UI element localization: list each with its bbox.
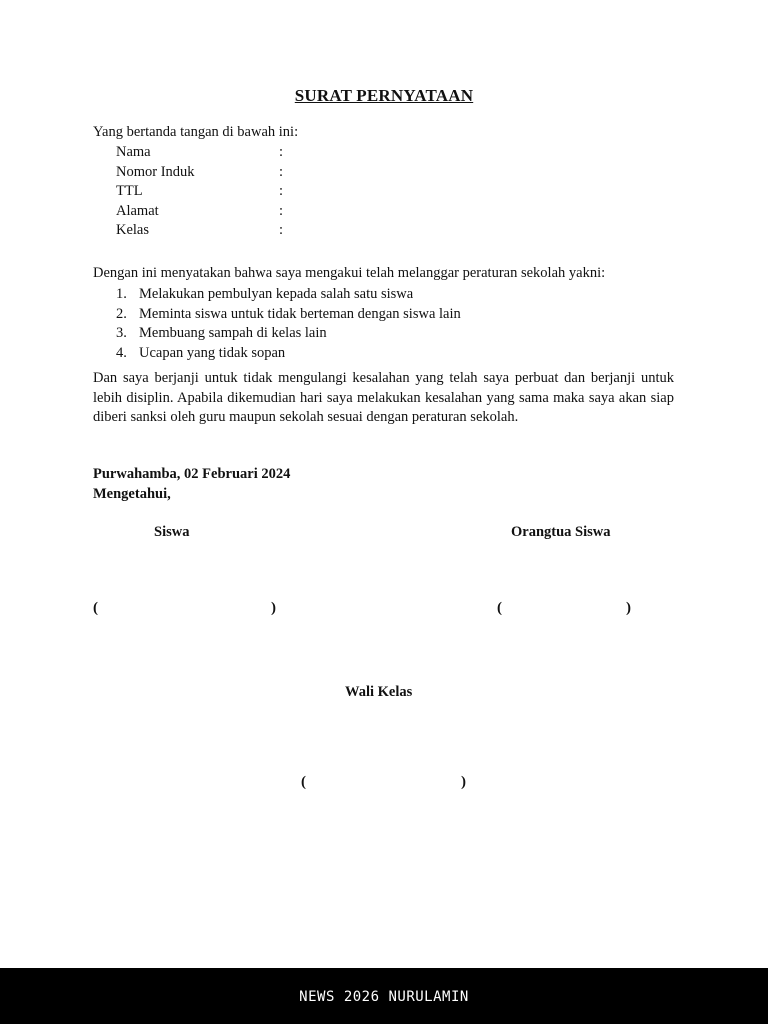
- field-label: Nama: [116, 144, 151, 160]
- field-address: [116, 202, 376, 222]
- intro-text: Yang bertanda tangan di bawah ini:: [93, 124, 299, 140]
- list-number: 3.: [116, 325, 127, 341]
- violation-list: [116, 285, 461, 363]
- statement-text: Dengan ini menyatakan bahwa saya mengakui telah melanggar peraturan sekolah yakni:: [93, 265, 606, 281]
- homeroom-signature-label: Wali Kelas: [345, 684, 413, 700]
- parent-signature-label: Orangtua Siswa: [511, 524, 611, 540]
- list-text: Membuang sampah di kelas lain: [139, 325, 327, 341]
- place-date: Purwahamba, 02 Februari 2024: [93, 466, 291, 482]
- acknowledged-label: Mengetahui,: [93, 486, 171, 502]
- field-colon: :: [279, 222, 284, 238]
- field-label: Nomor Induk: [116, 163, 195, 180]
- field-label: Kelas: [116, 222, 150, 238]
- parent-signature-open-paren: (: [497, 600, 502, 616]
- promise-paragraph: Dan saya berjanji untuk tidak mengulangi kesalahan yang telah saya perbuat dan berjanji untuk lebih disiplin. Apabila dikemudian hari saya melakukan kesalahan yang sama maka saya akan siap diberi sanksi oleh guru maupun sekolah sesuai dengan peraturan sekolah.: [93, 370, 674, 426]
- list-number: 2.: [116, 305, 127, 322]
- field-student-number: [116, 163, 376, 183]
- list-item: [116, 344, 461, 364]
- homeroom-signature-open-paren: (: [301, 774, 306, 790]
- field-class: [116, 221, 376, 241]
- identity-fields: [116, 143, 376, 241]
- student-signature-open-paren: (: [93, 600, 98, 616]
- field-label: TTL: [116, 183, 143, 199]
- field-colon: :: [279, 163, 284, 180]
- field-colon: :: [279, 183, 284, 199]
- list-number: 4.: [116, 344, 127, 361]
- footer-text: NEWS 2026 NURULAMIN: [299, 989, 469, 1005]
- field-colon: :: [279, 144, 284, 160]
- field-colon: :: [279, 202, 284, 219]
- list-text: Ucapan yang tidak sopan: [139, 344, 286, 361]
- footer-banner: [0, 968, 768, 1024]
- list-number: 1.: [116, 286, 127, 302]
- document-title: SURAT PERNYATAAN: [294, 86, 474, 105]
- list-text: Melakukan pembulyan kepada salah satu siswa: [139, 286, 414, 302]
- homeroom-signature-close-paren: ): [461, 774, 466, 790]
- list-item: [116, 285, 461, 305]
- field-name: [116, 143, 376, 163]
- list-text: Meminta siswa untuk tidak berteman dengan siswa lain: [139, 305, 461, 322]
- list-item: [116, 305, 461, 325]
- student-signature-label: Siswa: [154, 524, 190, 540]
- list-item: [116, 324, 461, 344]
- field-label: Alamat: [116, 202, 159, 219]
- parent-signature-close-paren: ): [626, 600, 631, 616]
- field-birth: [116, 182, 376, 202]
- student-signature-close-paren: ): [271, 600, 276, 616]
